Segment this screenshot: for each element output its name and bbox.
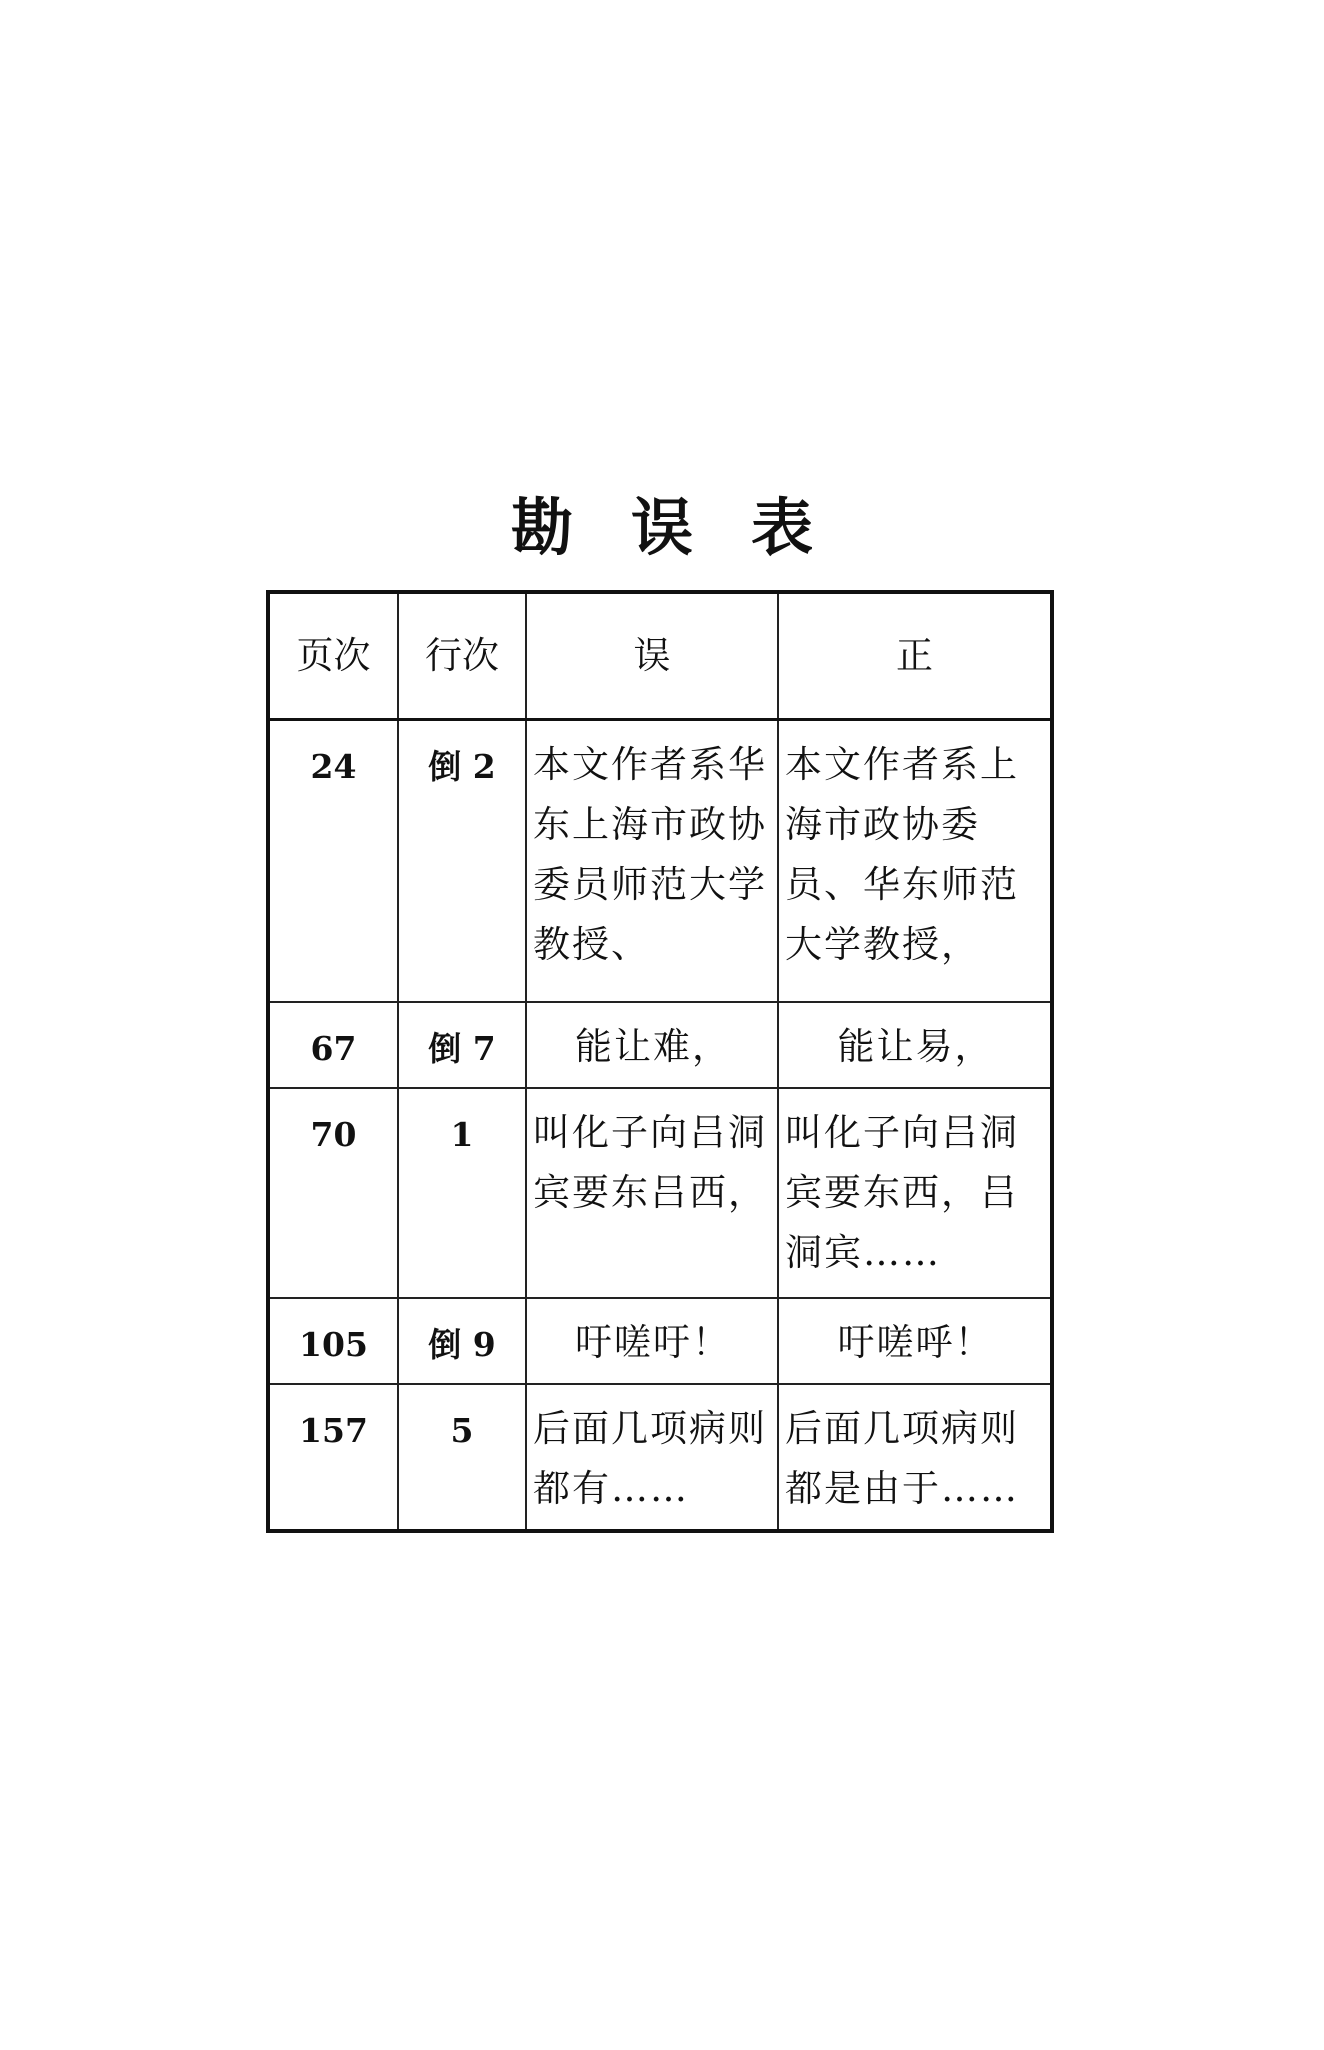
cell-wrong: 后面几项病则都有……	[526, 1384, 778, 1531]
header-page: 页次	[268, 592, 398, 720]
table-row	[268, 1088, 1052, 1298]
header-wrong: 误	[526, 592, 778, 720]
cell-line: 1	[398, 1088, 526, 1298]
cell-page: 24	[268, 720, 398, 1003]
errata-table	[266, 590, 1054, 1533]
cell-line: 5	[398, 1384, 526, 1531]
cell-page: 70	[268, 1088, 398, 1298]
cell-line: 倒 9	[398, 1298, 526, 1384]
cell-wrong: 叫化子向吕洞宾要东吕西，	[526, 1088, 778, 1298]
table-row	[268, 1002, 1052, 1088]
cell-right: 叫化子向吕洞宾要东西，吕洞宾……	[778, 1088, 1052, 1298]
table-header-row	[268, 592, 1052, 720]
cell-page: 157	[268, 1384, 398, 1531]
cell-line: 倒 7	[398, 1002, 526, 1088]
header-right: 正	[778, 592, 1052, 720]
cell-right: 能让易，	[778, 1002, 1052, 1088]
cell-wrong: 吁嗟吁！	[526, 1298, 778, 1384]
table-row	[268, 1298, 1052, 1384]
cell-page: 67	[268, 1002, 398, 1088]
cell-page: 105	[268, 1298, 398, 1384]
cell-line: 倒 2	[398, 720, 526, 1003]
cell-right: 吁嗟呼！	[778, 1298, 1052, 1384]
table-row	[268, 1384, 1052, 1531]
header-line: 行次	[398, 592, 526, 720]
cell-wrong: 能让难，	[526, 1002, 778, 1088]
table-row	[268, 720, 1052, 1003]
cell-wrong: 本文作者系华东上海市政协委员师范大学教授、	[526, 720, 778, 1003]
page-title: 勘误表	[510, 491, 871, 564]
cell-right: 后面几项病则都是由于……	[778, 1384, 1052, 1531]
cell-right: 本文作者系上海市政协委员、华东师范大学教授，	[778, 720, 1052, 1003]
